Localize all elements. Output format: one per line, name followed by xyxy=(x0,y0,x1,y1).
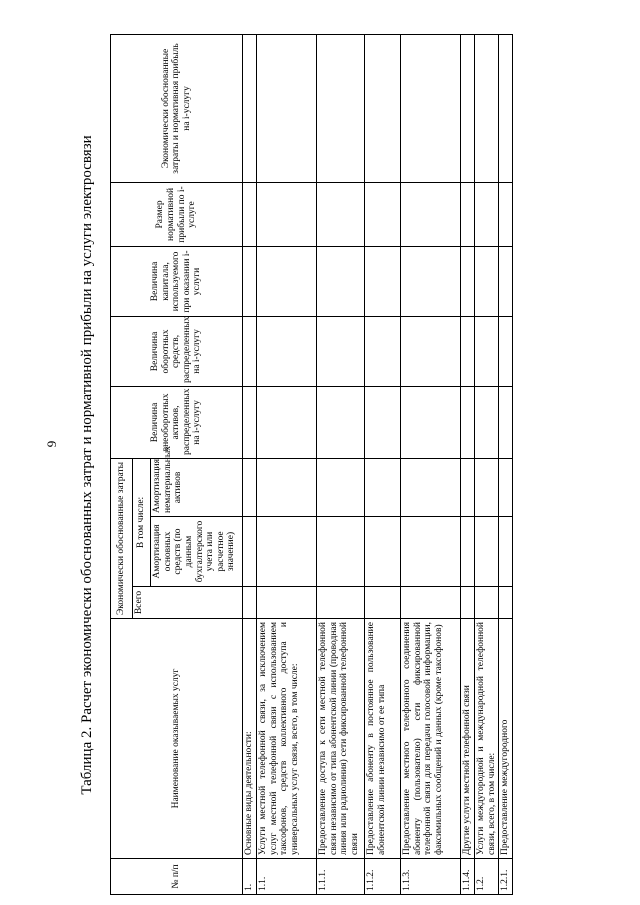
row-num: 1.1.4. xyxy=(461,859,475,895)
table-row xyxy=(257,34,317,894)
table-title: Таблица 2. Расчет экономически обоснованных затрат и нормативной прибыли на услуги электросвязи xyxy=(79,135,95,795)
col-header-costs-group: Экономически обоснованные затраты xyxy=(111,458,133,618)
table-row xyxy=(243,34,257,894)
row-num: 1. xyxy=(243,859,257,895)
col-header-total: Всего xyxy=(133,587,243,619)
row-name: Предоставление местного телефонного соединения абоненту (пользователю) сети фиксированной телефонной связи для передачи голосовой информации, факсимильных сообщений и данных (кроме таксофонов) xyxy=(401,619,461,859)
col-header-name: Наименование оказываемых услуг xyxy=(111,619,243,859)
row-num: 1.1.1. xyxy=(317,859,365,895)
row-name: Предоставление доступа к сети местной телефонной связи независимо от типа абонентской линии (проводная линия или радиолиния) сети фиксированной телефонной связи xyxy=(317,619,365,859)
row-name: Предоставление абоненту в постоянное пользование абонентской линии независимо от ее типа xyxy=(365,619,401,859)
table-row xyxy=(475,34,499,894)
table-row xyxy=(461,34,475,894)
col-header-capital: Величина капитала, используемого при оказании i-услуги xyxy=(111,246,243,316)
col-header-amortization-intangible: Амортизация нематериальных активов xyxy=(151,458,243,516)
table-row xyxy=(499,34,513,894)
col-header-normative-profit: Размер нормативной прибыли по i-услуге xyxy=(111,182,243,246)
col-header-num: № п/п xyxy=(111,859,243,895)
table-row xyxy=(401,34,461,894)
row-name: Предоставление междугородного xyxy=(499,619,513,859)
col-header-justified-total: Экономически обоснованные затраты и нормативная прибыль на i-услугу xyxy=(111,34,243,182)
col-header-noncurrent-assets: Величина внеоборотных активов, распределенных на i-услугу xyxy=(111,386,243,458)
row-num: 1.1.3. xyxy=(401,859,461,895)
col-header-current-assets: Величина оборотных средств, распределенных на i-услугу xyxy=(111,316,243,386)
row-num: 1.1. xyxy=(257,859,317,895)
page-number: 9 xyxy=(44,440,59,448)
table-row xyxy=(365,34,401,894)
row-name: Другие услуги местной телефонной связи xyxy=(461,619,475,859)
table-row xyxy=(317,34,365,894)
row-name: Услуги междугородной и международной телефонной связи, всего, в том числе: xyxy=(475,619,499,859)
col-header-amortization-fixed: Амортизация основных средств (по данным бухгалтерского учета или расчетное значение) xyxy=(151,517,243,587)
row-num: 1.1.2. xyxy=(365,859,401,895)
row-num: 1.2. xyxy=(475,859,499,895)
rotated-page-content xyxy=(79,35,610,895)
col-header-including: В том числе: xyxy=(133,458,151,586)
row-name: Услуги местной телефонной связи, за исключением услуг местной телефонной связи с использованием таксофонов, средств коллективного доступа и универсальных услуг связи, всего, в том числе: xyxy=(257,619,317,859)
row-name: Основные виды деятельности: xyxy=(243,619,257,859)
cost-calculation-table xyxy=(110,34,513,895)
row-num: 1.2.1. xyxy=(499,859,513,895)
